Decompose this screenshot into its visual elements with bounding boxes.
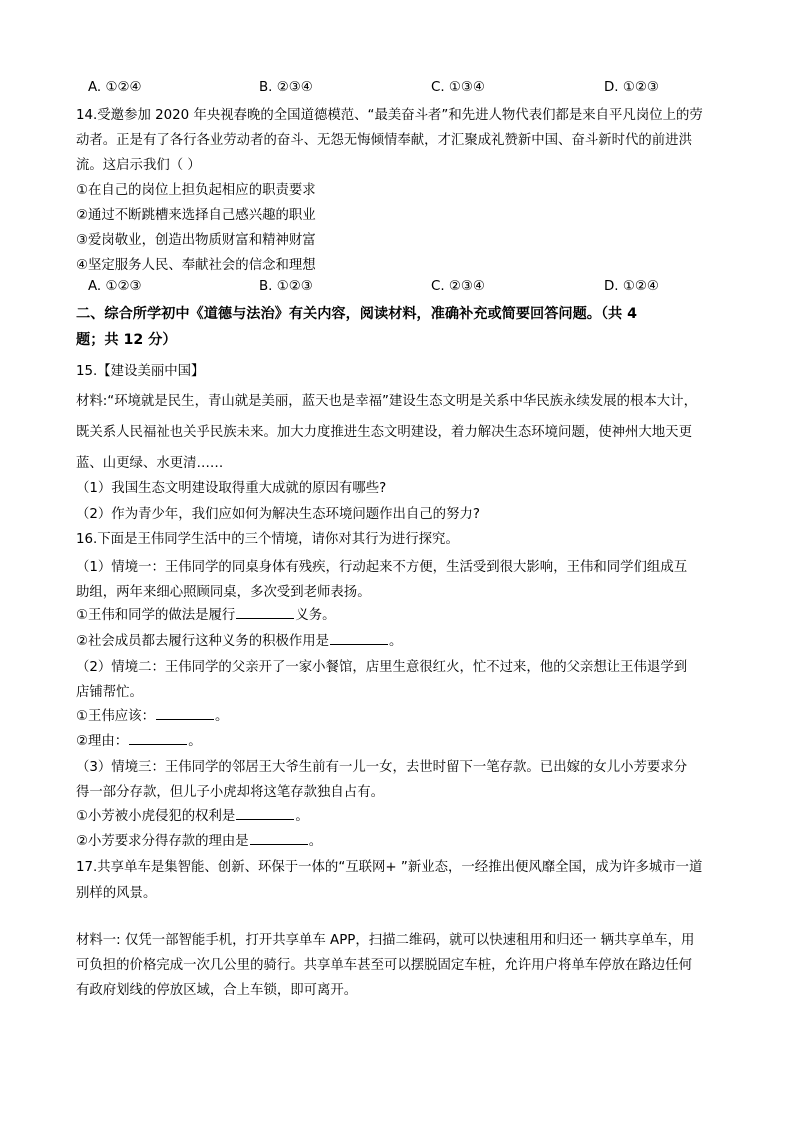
q14-stem-line: 动者。正是有了各行各业劳动者的奋斗、无怨无悔倾情奉献，才汇聚成礼赞新中国、奋斗新时代的前进洪 [76, 133, 692, 148]
answer-blank[interactable] [156, 707, 214, 720]
q14-statements [76, 178, 719, 278]
q16-s1-b-suffix: 。 [389, 634, 403, 649]
answer-blank[interactable] [330, 632, 388, 645]
q14-stem-line: 14.受邀参加 2020 年央视春晚的全国道德模范、“最美奋斗者”和先进人物代表们都是来自平凡岗位上的劳 [76, 108, 703, 123]
section-heading-line: 题；共 12 分） [76, 332, 177, 348]
q15-question-2: （2）作为青少年，我们应如何为解决生态环境问题作出自己的努力? [76, 507, 480, 522]
q17-intro-line: 17.共享单车是集智能、创新、环保于一体的“互联网+ ”新业态，一经推出便风靡全国，成为许多城市一道 [76, 860, 703, 875]
section-heading-line: 二、综合所学初中《道德与法治》有关内容，阅读材料，准确补充或简要回答问题。（共 4 [76, 306, 638, 322]
q16-scenario-line: 店铺帮忙。 [76, 685, 143, 700]
q17-intro [76, 855, 719, 907]
q16-s3-item-a [76, 807, 309, 825]
q16-scenario-line: 得一部分存款，但儿子小虎却将这笔存款独自占有。 [76, 785, 384, 800]
q16-scenario-3 [76, 755, 719, 805]
q14-statement: ④坚定服务人民、奉献社会的信念和理想 [76, 258, 316, 273]
q14-option-a: A. ①②③ [88, 279, 142, 294]
q16-s2-b-suffix: 。 [188, 734, 202, 749]
q16-scenario-line: （3）情境三：王伟同学的邻居王大爷生前有一儿一女，去世时留下一笔存款。已出嫁的女儿小芳要求分 [76, 760, 688, 775]
q16-s1-a-prefix: ①王伟和同学的做法是履行 [76, 608, 236, 623]
q14-statement: ③爱岗敬业，创造出物质财富和精神财富 [76, 233, 316, 248]
q16-s1-a-suffix: 义务。 [295, 608, 336, 623]
answer-blank[interactable] [129, 732, 187, 745]
q16-s2-a-suffix: 。 [214, 709, 229, 724]
q16-intro: 16.下面是王伟同学生活中的三个情境，请你对其行为进行探究。 [76, 532, 459, 547]
q16-s1-item-b [76, 632, 402, 650]
q14-option-b: B. ①②③ [259, 279, 313, 294]
q16-scenario-2 [76, 655, 719, 705]
q15-material-line: 既关系人民福祉也关乎民族未来。加大力度推进生态文明建设，着力解决生态环境问题，使神州大地天更 [76, 425, 692, 440]
q16-s2-item-a [76, 707, 228, 725]
q16-s1-b-prefix: ②社会成员都去履行这种义务的积极作用是 [76, 634, 330, 649]
q16-s2-item-b [76, 732, 202, 750]
q14-statement: ②通过不断跳槽来选择自己感兴趣的职业 [76, 208, 316, 223]
q16-s3-item-b [76, 832, 322, 850]
q16-s3-b-prefix: ②小芳要求分得存款的理由是 [76, 834, 249, 849]
q16-s2-a-prefix: ①王伟应该： [76, 709, 155, 724]
q16-scenario-line: （2）情境二：王伟同学的父亲开了一家小餐馆，店里生意很红火，忙不过来，他的父亲想让王伟退学到 [76, 660, 688, 675]
q14-option-c: C. ②③④ [431, 279, 485, 294]
q13-option-d: D. ①②③ [604, 80, 659, 95]
q13-option-a: A. ①②④ [88, 80, 142, 95]
answer-blank[interactable] [250, 832, 308, 845]
q15-question-1: （1）我国生态文明建设取得重大成就的原因有哪些? [76, 481, 387, 496]
q16-scenario-1 [76, 555, 719, 605]
q17-material-1 [76, 928, 719, 1003]
q16-s3-a-suffix: 。 [295, 809, 309, 824]
q15-material [76, 386, 719, 479]
q16-s3-a-prefix: ①小芳被小虎侵犯的权利是 [76, 809, 236, 824]
q17-material-line: 有政府划线的停放区域，合上车锁，即可离开。 [76, 983, 358, 998]
q13-option-b: B. ②③④ [259, 80, 313, 95]
q14-stem [76, 103, 719, 178]
q16-s2-b-prefix: ②理由： [76, 734, 129, 749]
q16-s3-b-suffix: 。 [308, 834, 323, 849]
q13-option-c: C. ①③④ [431, 80, 485, 95]
q17-material-line: 可负担的价格完成一次几公里的骑行。共享单车甚至可以摆脱固定车桩，允许用户将单车停放在路边任何 [76, 958, 692, 973]
q14-stem-line: 流。这启示我们（ ） [76, 158, 201, 173]
q15-material-line: 材料:“环境就是民生，青山就是美丽，蓝天也是幸福”建设生态文明是关系中华民族永续发展的根本大计， [76, 394, 697, 409]
q15-material-line: 蓝、山更绿、水更清…… [76, 456, 224, 471]
q17-intro-line: 别样的风景。 [76, 886, 157, 901]
q14-statement: ①在自己的岗位上担负起相应的职责要求 [76, 183, 316, 198]
q16-s1-item-a [76, 606, 335, 624]
section-heading [76, 301, 726, 353]
q17-material-line: 材料一: 仅凭一部智能手机，打开共享单车 APP，扫描二维码，就可以快速租用和归还一 辆共享单车，用 [76, 933, 695, 948]
q15-title: 15.【建设美丽中国】 [76, 364, 205, 379]
q14-option-d: D. ①②④ [604, 279, 659, 294]
q16-scenario-line: （1）情境一：王伟同学的同桌身体有残疾，行动起来不方便，生活受到很大影响，王伟和同学们组成互 [76, 560, 688, 575]
q16-scenario-line: 助组，两年来细心照顾同桌，多次受到老师表扬。 [76, 585, 371, 600]
answer-blank[interactable] [236, 807, 294, 820]
answer-blank[interactable] [236, 606, 294, 619]
